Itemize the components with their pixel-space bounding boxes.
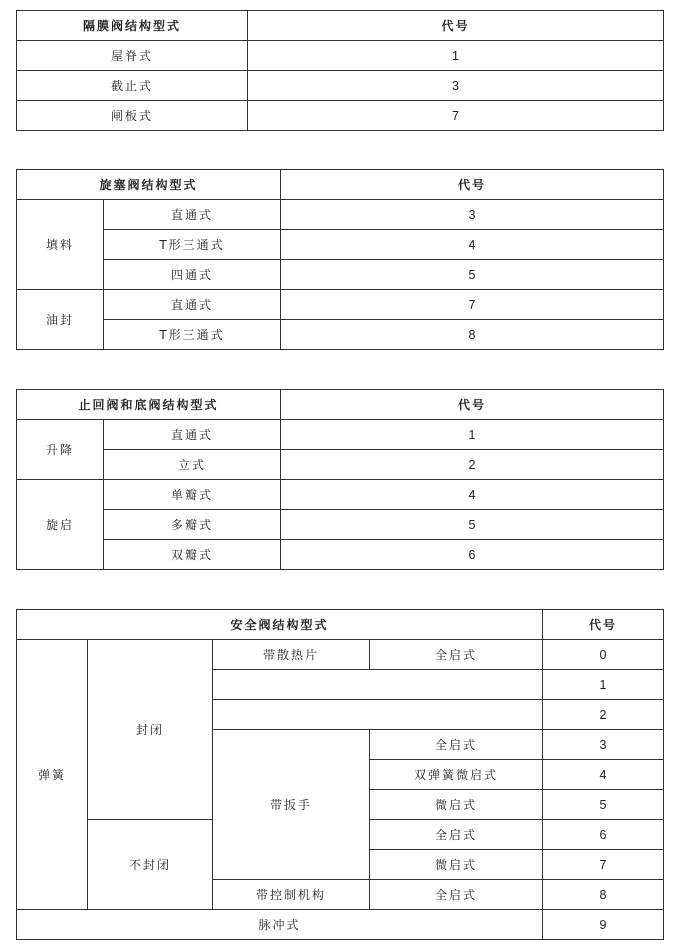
code-cell: 7: [543, 850, 664, 880]
lift-type-cell: 微启式: [370, 850, 543, 880]
code-cell: 0: [543, 640, 664, 670]
lift-type-cell: 全启式: [370, 820, 543, 850]
table-row: [17, 41, 664, 71]
with-fins-cell: 带散热片: [213, 640, 370, 670]
code-cell: 4: [281, 230, 664, 260]
structure-cell: 闸板式: [17, 101, 248, 131]
table-row: [17, 200, 664, 230]
empty-cell: [213, 700, 543, 730]
table-row: [17, 640, 664, 670]
code-cell: 2: [543, 700, 664, 730]
header-structure: 安全阀结构型式: [17, 610, 543, 640]
table-row: [17, 260, 664, 290]
diaphragm-valve-table: [16, 10, 664, 131]
group-cell: 填料: [17, 200, 104, 290]
code-cell: 9: [543, 910, 664, 940]
code-cell: 3: [281, 200, 664, 230]
code-cell: 1: [281, 420, 664, 450]
code-cell: 6: [543, 820, 664, 850]
header-code: 代号: [281, 390, 664, 420]
table-row: [17, 71, 664, 101]
group-cell: 升降: [17, 420, 104, 480]
table-row: [17, 540, 664, 570]
with-control-cell: 带控制机构: [213, 880, 370, 910]
lift-type-cell: 全启式: [370, 640, 543, 670]
table-row: [17, 480, 664, 510]
structure-cell: 双瓣式: [104, 540, 281, 570]
code-cell: 2: [281, 450, 664, 480]
code-cell: 5: [281, 260, 664, 290]
code-cell: 5: [281, 510, 664, 540]
table-row: [17, 290, 664, 320]
code-cell: 6: [281, 540, 664, 570]
code-cell: 4: [543, 760, 664, 790]
structure-cell: 屋脊式: [17, 41, 248, 71]
closed-cell: 封闭: [88, 640, 213, 820]
header-structure: 止回阀和底阀结构型式: [17, 390, 281, 420]
structure-cell: T形三通式: [104, 320, 281, 350]
safety-valve-table: [16, 609, 664, 940]
structure-cell: 直通式: [104, 200, 281, 230]
lift-type-cell: 双弹簧微启式: [370, 760, 543, 790]
structure-cell: T形三通式: [104, 230, 281, 260]
table-header-row: [17, 390, 664, 420]
pulse-cell: 脉冲式: [17, 910, 543, 940]
structure-cell: 直通式: [104, 420, 281, 450]
table-row: [17, 420, 664, 450]
structure-cell: 四通式: [104, 260, 281, 290]
header-code: 代号: [281, 170, 664, 200]
header-code: 代号: [248, 11, 664, 41]
table-row: [17, 450, 664, 480]
code-cell: 8: [281, 320, 664, 350]
table-row: [17, 101, 664, 131]
lift-type-cell: 全启式: [370, 730, 543, 760]
code-cell: 1: [248, 41, 664, 71]
table-row: [17, 910, 664, 940]
code-cell: 3: [543, 730, 664, 760]
structure-cell: 截止式: [17, 71, 248, 101]
code-cell: 4: [281, 480, 664, 510]
code-cell: 7: [281, 290, 664, 320]
plug-valve-table: [16, 169, 664, 350]
group-cell: 油封: [17, 290, 104, 350]
code-cell: 3: [248, 71, 664, 101]
table-header-row: [17, 170, 664, 200]
table-row: [17, 320, 664, 350]
table-row: [17, 230, 664, 260]
table-header-row: [17, 610, 664, 640]
code-cell: 5: [543, 790, 664, 820]
table-header-row: [17, 11, 664, 41]
structure-cell: 立式: [104, 450, 281, 480]
structure-cell: 直通式: [104, 290, 281, 320]
spring-cell: 弹簧: [17, 640, 88, 910]
empty-cell: [213, 670, 543, 700]
check-valve-table: [16, 389, 664, 570]
code-cell: 8: [543, 880, 664, 910]
code-cell: 1: [543, 670, 664, 700]
table-row: [17, 510, 664, 540]
not-closed-cell: 不封闭: [88, 820, 213, 910]
structure-cell: 单瓣式: [104, 480, 281, 510]
structure-cell: 多瓣式: [104, 510, 281, 540]
header-code: 代号: [543, 610, 664, 640]
lift-type-cell: 全启式: [370, 880, 543, 910]
code-cell: 7: [248, 101, 664, 131]
lift-type-cell: 微启式: [370, 790, 543, 820]
header-structure: 旋塞阀结构型式: [17, 170, 281, 200]
group-cell: 旋启: [17, 480, 104, 570]
with-wrench-cell: 带扳手: [213, 730, 370, 880]
header-structure: 隔膜阀结构型式: [17, 11, 248, 41]
